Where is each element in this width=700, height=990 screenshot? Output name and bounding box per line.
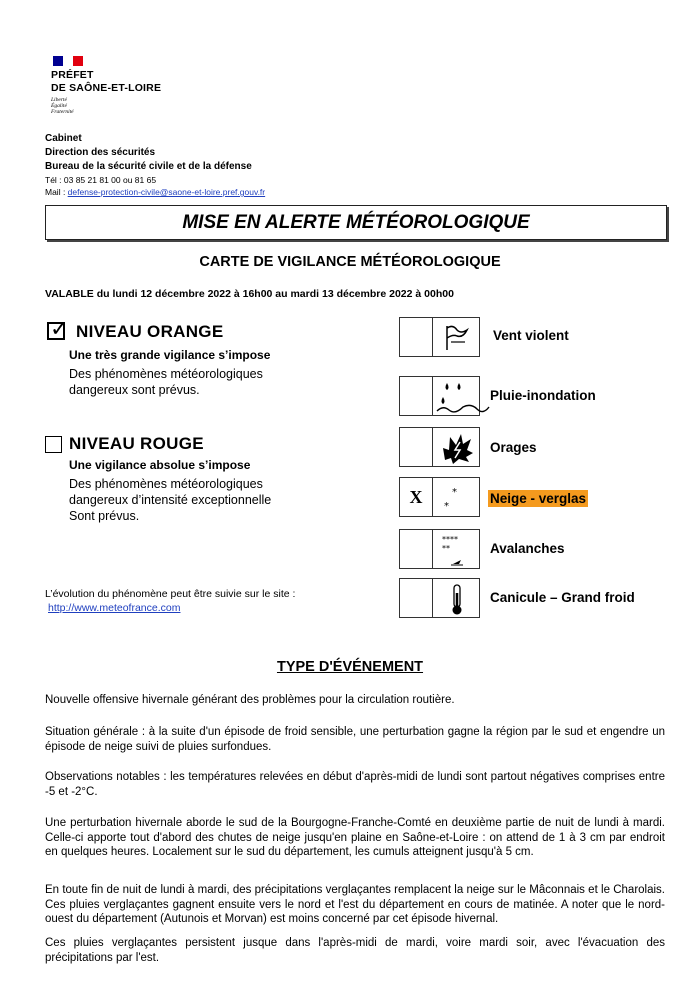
evolution-text: L’évolution du phénomène peut être suivie sur le site : xyxy=(45,588,296,600)
wind-flag-icon xyxy=(432,317,480,357)
mail-line xyxy=(45,186,265,198)
orange-level-checkbox[interactable] xyxy=(47,316,69,341)
rouge-desc-line3: Sont prévus. xyxy=(69,509,140,523)
event-paragraph-4: Une perturbation hivernale aborde le sud de la Bourgogne-Franche-Comté en deuxième partie de nuit de lundi à mardi. Celle-ci apporte tout d'abord des chutes de neige jusqu'en plaine en Saône-et-Loire : on attend de 1 à 3 cm par endroit en quelques heures. Localement sur le sud du département, les cumuls atteignent jusqu'à 5 cm. xyxy=(45,817,665,858)
prefecture-line2: DE SAÔNE-ET-LOIRE xyxy=(51,82,162,94)
phenomenon-label-neige xyxy=(488,491,588,506)
vigilance-subtitle: CARTE DE VIGILANCE MÉTÉOROLOGIQUE xyxy=(199,254,501,270)
phenomenon-mark-orages[interactable] xyxy=(399,427,433,467)
svg-text:****: **** xyxy=(442,535,458,544)
contact-block xyxy=(45,174,265,198)
thermometer-icon xyxy=(432,578,480,618)
rouge-desc-line1: Des phénomènes météorologiques xyxy=(69,477,263,491)
rouge-level-title: NIVEAU ROUGE xyxy=(69,434,204,453)
orange-level-subtitle: Une très grande vigilance s’impose xyxy=(69,348,271,362)
phenomenon-mark-canicule[interactable] xyxy=(399,578,433,618)
phenomenon-mark-pluie[interactable] xyxy=(399,376,433,416)
rouge-level-description xyxy=(69,476,271,524)
highlighted-neige-label: Neige - verglas xyxy=(490,491,587,506)
mail-link[interactable]: defense-protection-civile@saone-et-loire.pref.gouv.fr xyxy=(67,187,266,197)
rouge-level-subtitle: Une vigilance absolue s’impose xyxy=(69,458,251,472)
phenomenon-label-orages: Orages xyxy=(490,440,537,455)
republic-motto xyxy=(51,97,74,115)
phenomenon-label-avalanches: Avalanches xyxy=(490,541,565,556)
phenomenon-mark-vent[interactable] xyxy=(399,317,433,357)
event-paragraph-1: Nouvelle offensive hivernale générant des problèmes pour la circulation routière. xyxy=(45,694,455,706)
avalanche-icon xyxy=(432,529,480,569)
phenomenon-mark-neige[interactable]: X xyxy=(399,477,433,517)
check-icon: ✓ xyxy=(50,316,69,341)
office-cabinet: Cabinet xyxy=(45,133,82,144)
orange-desc-line1: Des phénomènes météorologiques xyxy=(69,367,263,381)
meteofrance-link[interactable]: http://www.meteofrance.com xyxy=(48,602,181,614)
phenomenon-label-pluie: Pluie-inondation xyxy=(490,388,596,403)
motto-fraternite: Fraternité xyxy=(51,109,74,115)
rain-flood-icon xyxy=(432,376,480,416)
storm-lightning-icon xyxy=(432,427,480,467)
motto-egalite: Égalité xyxy=(51,103,67,109)
phenomenon-mark-avalanches[interactable] xyxy=(399,529,433,569)
event-paragraph-5: En toute fin de nuit de lundi à mardi, des précipitations verglaçantes remplacent la neige sur le Mâconnais et le Charolais. Ces pluies verglaçantes gagnent ensuite vers le nord et l'est du département en cours de matinée. A noter que le nord-ouest du département (Autunois et Morvan) est moins concerné par cet épisode hivernal. xyxy=(45,884,665,925)
event-paragraph-3: Observations notables : les températures relevées en début d'après-midi de lundi sont partout négatives comprises entre -5 et -2°C. xyxy=(45,771,665,798)
phenomenon-label-canicule: Canicule – Grand froid xyxy=(490,590,635,605)
svg-text:*: * xyxy=(452,487,457,498)
svg-text:*: * xyxy=(444,501,449,512)
rouge-desc-line2: dangereux d’intensité exceptionnelle xyxy=(69,493,272,507)
event-paragraph-6: Ces pluies verglaçantes persistent jusque dans l'après-midi de mardi, voire mardi soir, avec l'évacuation des précipitations par l'est. xyxy=(45,937,665,964)
orange-level-description xyxy=(69,366,263,398)
validity-period: VALABLE du lundi 12 décembre 2022 à 16h00 au mardi 13 décembre 2022 à 00h00 xyxy=(45,288,454,300)
svg-text:**: ** xyxy=(442,544,450,553)
alert-title: MISE EN ALERTE MÉTÉOROLOGIQUE xyxy=(45,205,667,240)
office-direction: Direction des sécurités xyxy=(45,147,156,158)
mail-label: Mail : xyxy=(45,187,68,197)
phone-text: Tél : 03 85 21 81 00 ou 81 65 xyxy=(45,175,157,185)
evolution-note xyxy=(45,587,295,615)
event-paragraph-2: Situation générale : à la suite d'un épisode de froid sensible, une perturbation gagne la région par le sud et engendre un épisode de neige suivi de pluies surfondues. xyxy=(45,726,665,753)
republic-flag-logo xyxy=(53,56,83,66)
orange-level-title: NIVEAU ORANGE xyxy=(76,322,224,341)
snowflake-icon xyxy=(432,477,480,517)
orange-desc-line2: dangereux sont prévus. xyxy=(69,383,200,397)
rouge-level-checkbox[interactable] xyxy=(45,436,62,453)
prefecture-name xyxy=(51,69,161,95)
phenomenon-label-vent: Vent violent xyxy=(493,328,569,343)
office-bureau: Bureau de la sécurité civile et de la défense xyxy=(45,161,252,172)
event-type-title: TYPE D'ÉVÉNEMENT xyxy=(276,659,424,675)
prefecture-line1: PRÉFET xyxy=(51,69,94,81)
motto-liberte: Liberté xyxy=(51,97,67,103)
office-block xyxy=(45,132,252,174)
